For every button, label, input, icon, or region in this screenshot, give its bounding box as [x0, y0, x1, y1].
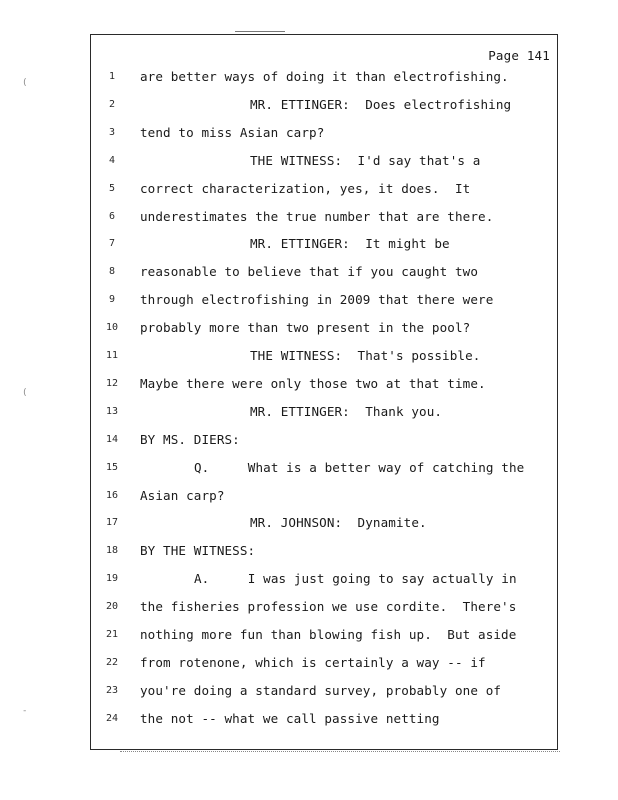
line-number: 17	[105, 517, 119, 529]
transcript-line	[90, 627, 558, 655]
scan-bottom-edge	[120, 751, 560, 754]
line-number: 13	[105, 405, 119, 417]
transcript-line	[90, 376, 558, 404]
line-number: 19	[105, 573, 119, 585]
transcript-line	[90, 125, 558, 153]
line-text: Asian carp?	[140, 487, 225, 503]
transcript-line	[90, 181, 558, 209]
line-text: the fisheries profession we use cordite. There's	[140, 599, 517, 615]
line-text: from rotenone, which is certainly a way -- if	[140, 654, 486, 670]
transcript-line	[90, 236, 558, 264]
line-text: correct characterization, yes, it does. It	[140, 180, 471, 196]
line-text: through electrofishing in 2009 that there were	[140, 292, 494, 308]
line-text: BY MS. DIERS:	[140, 431, 240, 447]
line-text: nothing more fun than blowing fish up. But aside	[140, 627, 517, 642]
line-number: 12	[105, 377, 119, 389]
scan-speck: -	[22, 706, 28, 716]
transcript-line	[90, 655, 558, 683]
scan-top-rule	[235, 31, 285, 32]
line-text: MR. ETTINGER: Thank you.	[250, 403, 443, 419]
transcript-line	[90, 209, 558, 237]
transcript-line	[90, 515, 558, 543]
line-number: 21	[105, 629, 119, 640]
line-number: 22	[105, 656, 119, 668]
transcript-line	[90, 69, 558, 97]
line-text: probably more than two present in the pool?	[140, 320, 471, 336]
line-number: 6	[108, 210, 116, 222]
line-text: MR. ETTINGER: It might be	[250, 236, 450, 252]
line-text: Q. What is a better way of catching the	[194, 459, 525, 475]
page-number: Page 141	[488, 48, 550, 63]
transcript-line	[90, 264, 558, 292]
transcript-line	[90, 404, 558, 432]
line-number: 7	[108, 238, 116, 250]
transcript-line	[90, 543, 558, 571]
line-number: 20	[105, 601, 119, 613]
line-number: 2	[108, 98, 116, 110]
line-text: MR. JOHNSON: Dynamite.	[250, 515, 427, 531]
line-number: 10	[105, 322, 119, 334]
transcript-line	[90, 348, 558, 376]
line-number: 14	[105, 433, 119, 445]
line-text: THE WITNESS: That's possible.	[250, 348, 481, 363]
line-number: 11	[105, 350, 119, 361]
line-text: you're doing a standard survey, probably one of	[140, 682, 502, 698]
line-text: tend to miss Asian carp?	[140, 124, 325, 140]
line-text: underestimates the true number that are there.	[140, 208, 494, 224]
line-text: the not -- what we call passive netting	[140, 710, 440, 726]
line-text: A. I was just going to say actually in	[194, 571, 517, 587]
line-number: 24	[105, 712, 119, 724]
transcript-line	[90, 571, 558, 599]
transcript-line	[90, 432, 558, 460]
line-number: 9	[108, 294, 116, 306]
line-number: 15	[105, 461, 119, 473]
transcript-line	[90, 320, 558, 348]
line-text: are better ways of doing it than electrofishing.	[140, 69, 509, 84]
line-text: BY THE WITNESS:	[140, 543, 256, 559]
transcript-line	[90, 460, 558, 488]
transcript-line	[90, 711, 558, 739]
transcript-line	[90, 292, 558, 320]
transcript-line	[90, 153, 558, 181]
line-number: 8	[108, 266, 116, 278]
line-text: MR. ETTINGER: Does electrofishing	[250, 96, 512, 112]
scan-speck: (	[22, 78, 28, 88]
line-text: THE WITNESS: I'd say that's a	[250, 152, 481, 168]
scan-speck: (	[22, 388, 28, 398]
line-number: 1	[108, 71, 116, 82]
line-number: 4	[108, 154, 116, 166]
transcript-line	[90, 488, 558, 516]
line-number: 18	[105, 545, 119, 557]
line-number: 3	[108, 126, 116, 138]
transcript-line	[90, 599, 558, 627]
line-number: 23	[105, 684, 119, 696]
transcript-line	[90, 683, 558, 711]
line-number: 16	[105, 489, 119, 501]
line-number: 5	[108, 182, 116, 194]
line-text: Maybe there were only those two at that time.	[140, 375, 486, 391]
transcript-line	[90, 97, 558, 125]
line-text: reasonable to believe that if you caught two	[140, 264, 479, 280]
